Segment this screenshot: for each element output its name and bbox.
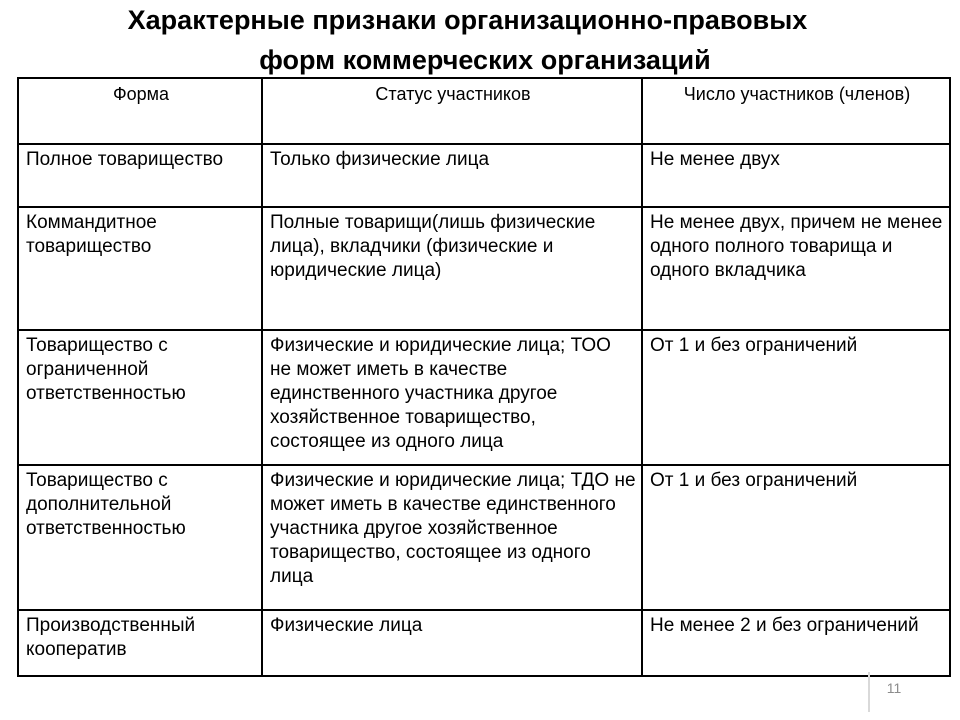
slide-title	[0, 0, 960, 80]
cell-count: Не менее двух	[642, 144, 950, 207]
table-header-row	[18, 78, 950, 144]
cell-form: Товарищество с дополнительной ответственностью	[18, 465, 262, 610]
cell-status: Только физические лица	[262, 144, 642, 207]
cell-status: Физические и юридические лица; ТДО не может иметь в качестве единственного участника другое хозяйственное товарищество, состоящее из одного лица	[262, 465, 642, 610]
page-number: 11	[886, 680, 902, 696]
cell-status: Физические и юридические лица; ТОО не может иметь в качестве единственного участника другое хозяйственное товарищество, состоящее из одного лица	[262, 330, 642, 465]
cell-form: Полное товарищество	[18, 144, 262, 207]
table-row	[18, 465, 950, 610]
page-number-divider	[868, 672, 870, 712]
table-row	[18, 144, 950, 207]
table-row	[18, 330, 950, 465]
cell-count: Не менее 2 и без ограничений	[642, 610, 950, 676]
header-count: Число участников (членов)	[642, 78, 950, 144]
forms-table	[17, 77, 951, 677]
cell-form: Производственный кооператив	[18, 610, 262, 676]
title-line-2: форм коммерческих организаций	[259, 45, 711, 75]
title-line-1: Характерные признаки организационно-правовых	[127, 5, 808, 35]
cell-form: Коммандитное товарищество	[18, 207, 262, 330]
cell-count: От 1 и без ограничений	[642, 330, 950, 465]
cell-count: Не менее двух, причем не менее одного полного товарища и одного вкладчика	[642, 207, 950, 330]
table-row	[18, 610, 950, 676]
table-row	[18, 207, 950, 330]
header-status: Статус участников	[262, 78, 642, 144]
header-form: Форма	[18, 78, 262, 144]
cell-count: От 1 и без ограничений	[642, 465, 950, 610]
cell-status: Физические лица	[262, 610, 642, 676]
cell-status: Полные товарищи(лишь физические лица), вкладчики (физические и юридические лица)	[262, 207, 642, 330]
cell-form: Товарищество с ограниченной ответственностью	[18, 330, 262, 465]
